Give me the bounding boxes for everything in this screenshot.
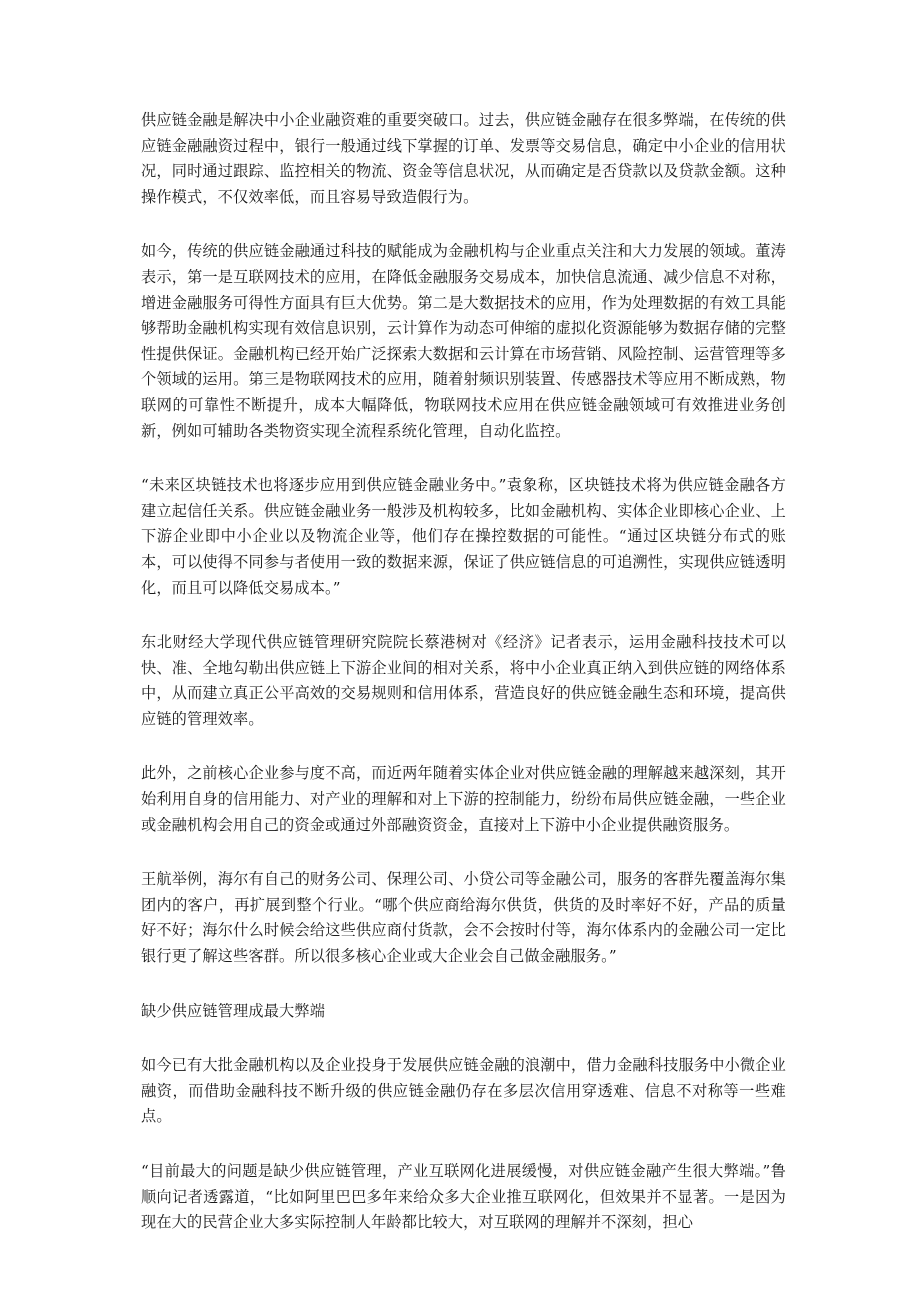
paragraph-6: 王航举例，海尔有自己的财务公司、保理公司、小贷公司等金融公司，服务的客群先覆盖海尔集团内的客户，再扩展到整个行业。“哪个供应商给海尔供货，供货的及时率好不好，产品的质量好不好；海尔什么时候会给这些供应商付货款，会不会按时付等，海尔体系内的金融公司一定比银行更了解这些客群。所以很多核心企业或大企业会自己做金融服务。”: [141, 870, 786, 966]
paragraph-2: 如今，传统的供应链金融通过科技的赋能成为金融机构与企业重点关注和大力发展的领域。董涛表示，第一是互联网技术的应用，在降低金融服务交易成本，加快信息流通、减少信息不对称，增进金融服务可得性方面具有巨大优势。第二是大数据技术的应用，作为处理数据的有效工具能够帮助金融机构实现有效信息识别，云计算作为动态可伸缩的虚拟化资源能够为数据存储的完整性提供保证。金融机构已经开始广泛探索大数据和云计算在市场营销、风险控制、运营管理等多个领域的运用。第三是物联网技术的应用，随着射频识别装置、传感器技术等应用不断成熟，物联网的可靠性不断提升，成本大幅降低，物联网技术应用在供应链金融领域可有效推进业务创新，例如可辅助各类物资实现全流程系统化管理，自动化监控。: [141, 242, 786, 440]
paragraph-5: 此外，之前核心企业参与度不高，而近两年随着实体企业对供应链金融的理解越来越深刻，其开始利用自身的信用能力、对产业的理解和对上下游的控制能力，纷纷布局供应链金融，一些企业或金融机构会用自己的资金或通过外部融资资金，直接对上下游中小企业提供融资服务。: [141, 764, 786, 834]
document-body: [141, 108, 786, 1265]
paragraph-4: 东北财经大学现代供应链管理研究院院长蔡港树对《经济》记者表示，运用金融科技技术可以快、准、全地勾勒出供应链上下游企业间的相对关系，将中小企业真正纳入到供应链的网络体系中，从而建立真正公平高效的交易规则和信用体系，营造良好的供应链金融生态和环境，提高供应链的管理效率。: [141, 633, 786, 728]
paragraph-7: 如今已有大批金融机构以及企业投身于发展供应链金融的浪潮中，借力金融科技服务中小微企业融资，而借助金融科技不断升级的供应链金融仍存在多层次信用穿透难、信息不对称等一些难点。: [141, 1056, 786, 1126]
paragraph-8: “目前最大的问题是缺少供应链管理，产业互联网化进展缓慢，对供应链金融产生很大弊端。”鲁顺向记者透露道，“比如阿里巴巴多年来给众多大企业推互联网化，但效果并不显著。一是因为现在大的民营企业大多实际控制人年龄都比较大，对互联网的理解并不深刻，担心: [141, 1162, 786, 1232]
paragraph-3: “未来区块链技术也将逐步应用到供应链金融业务中。”袁象称，区块链技术将为供应链金融各方建立起信任关系。供应链金融业务一般涉及机构较多，比如金融机构、实体企业即核心企业、上下游企业即中小企业以及物流企业等，他们存在操控数据的可能性。“通过区块链分布式的账本，可以使得不同参与者使用一致的数据来源，保证了供应链信息的可追溯性，实现供应链透明化，而且可以降低交易成本。”: [141, 476, 786, 597]
paragraph-1: 供应链金融是解决中小企业融资难的重要突破口。过去，供应链金融存在很多弊端，在传统的供应链金融融资过程中，银行一般通过线下掌握的订单、发票等交易信息，确定中小企业的信用状况，同时通过跟踪、监控相关的物流、资金等信息状况，从而确定是否贷款以及贷款金额。这种操作模式，不仅效率低，而且容易导致造假行为。: [141, 111, 786, 206]
section-heading: 缺少供应链管理成最大弊端: [141, 1001, 326, 1020]
